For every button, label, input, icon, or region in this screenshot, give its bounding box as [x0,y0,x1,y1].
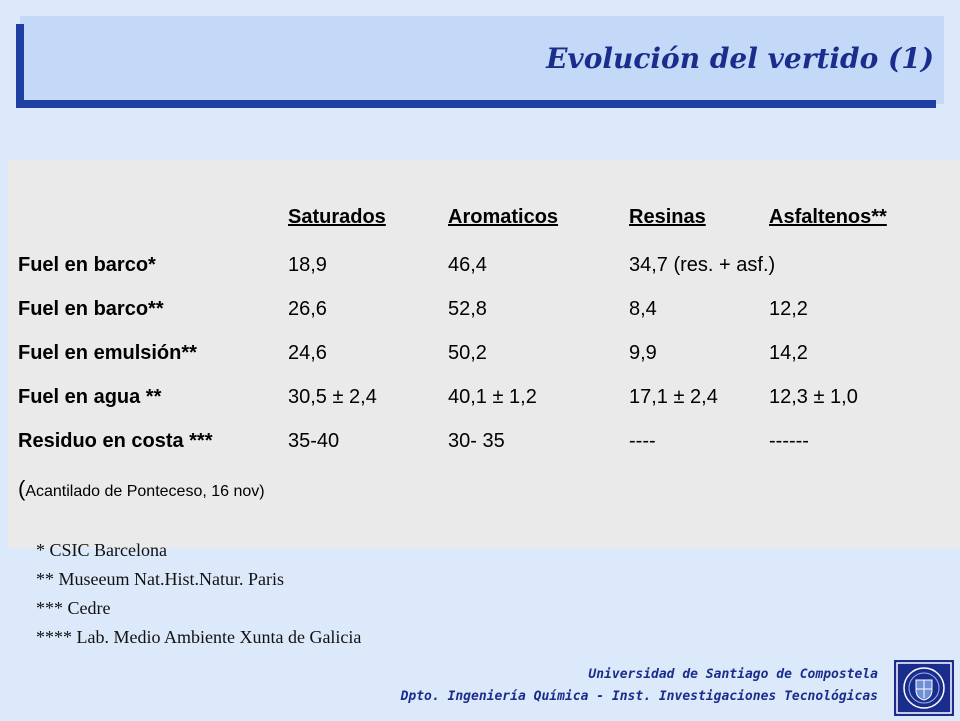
table-cell: 26,6 [288,298,327,320]
location-note [18,476,265,502]
table-cell: 52,8 [448,298,487,320]
table-cell: 17,1 ± 2,4 [629,386,718,408]
table-cell: 12,3 ± 1,0 [769,386,858,408]
row-label: Fuel en emulsión** [18,342,197,364]
table-cell: 40,1 ± 1,2 [448,386,537,408]
page-title: Evolución del vertido (1) [546,42,934,75]
references-list [36,536,361,652]
row-label: Fuel en barco* [18,254,156,276]
reference-item: **** Lab. Medio Ambiente Xunta de Galicia [36,627,362,647]
table-cell: ---- [629,430,656,452]
table-cell: 9,9 [629,342,657,364]
table-cell: 24,6 [288,342,327,364]
column-header-aromaticos: Aromaticos [448,206,559,228]
table-cell: 8,4 [629,298,657,320]
row-label: Residuo en costa *** [18,430,213,452]
table-cell: 30- 35 [448,430,505,452]
table-cell: 14,2 [769,342,808,364]
column-header-saturados: Saturados [288,206,386,228]
reference-item: *** Cedre [36,598,111,618]
table-cell: 12,2 [769,298,808,320]
footer-university: Universidad de Santiago de Compostela [588,667,878,682]
table-cell: 46,4 [448,254,487,276]
footer [401,664,878,708]
note-open-paren: ( [18,476,26,501]
column-header-resinas: Resinas [629,206,706,228]
note-text: Acantilado de Ponteceso, 16 nov) [25,483,265,500]
footer-department: Dpto. Ingeniería Química - Inst. Investigaciones Tecnológicas [400,689,878,704]
table-cell: 18,9 [288,254,327,276]
reference-item: * CSIC Barcelona [36,540,167,560]
university-seal-icon [894,660,954,716]
table-cell: 30,5 ± 2,4 [288,386,377,408]
title-accent-horizontal [16,100,936,108]
table-cell: 34,7 (res. + asf.) [629,254,776,276]
table-cell: 50,2 [448,342,487,364]
table-cell: ------ [769,430,809,452]
row-label: Fuel en agua ** [18,386,162,408]
title-accent-vertical [16,24,24,108]
table-cell: 35-40 [288,430,340,452]
column-header-asfaltenos: Asfaltenos** [769,206,887,228]
row-label: Fuel en barco** [18,298,164,320]
reference-item: ** Museeum Nat.Hist.Natur. Paris [36,569,284,589]
